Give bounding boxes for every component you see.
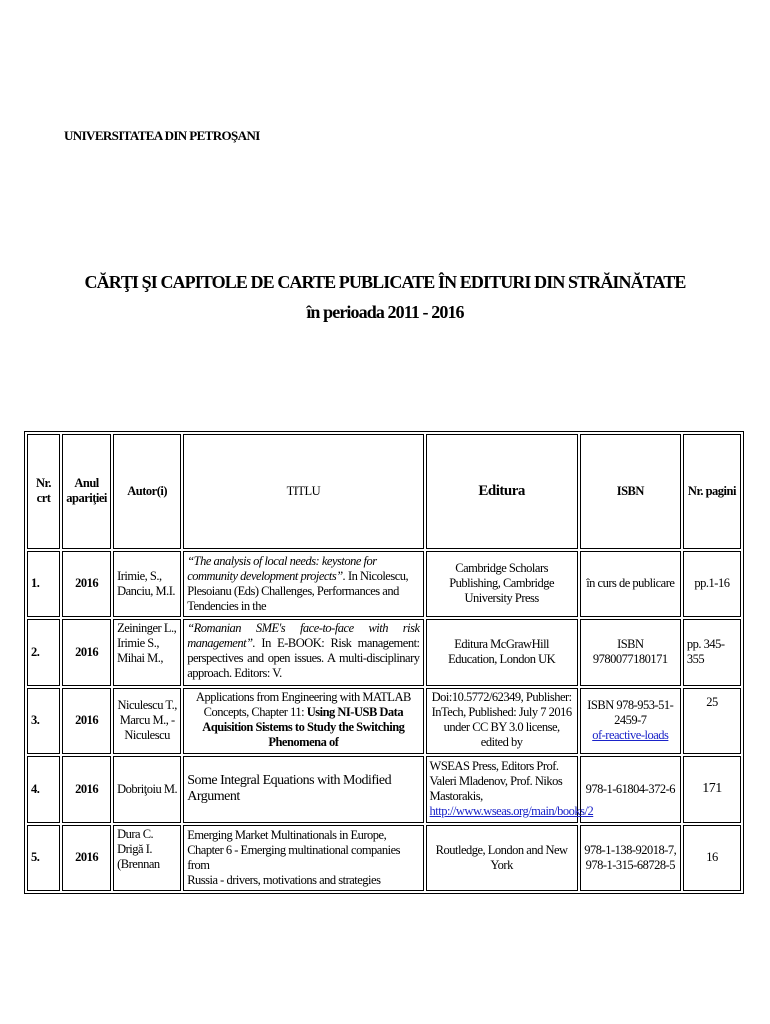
cell-autor (113, 619, 181, 685)
cell-titlu (183, 551, 423, 617)
cell-editura (426, 756, 594, 822)
cell-anul: 2016 (62, 551, 111, 617)
cell-pagini: 171 (683, 756, 741, 822)
table-row (27, 619, 741, 685)
header-nr: Nr. crt (27, 434, 60, 549)
header-pagini: Nr. pagini (683, 434, 741, 549)
cell-isbn: în curs de publicare (580, 551, 681, 617)
cell-nr: 5. (27, 825, 60, 891)
table-row (27, 688, 741, 754)
cell-editura: Cambridge Scholars Publishing, Cambridge University Press (426, 551, 578, 617)
cell-autor: Dobriţoiu M. (113, 756, 181, 822)
document-subtitle: în perioada 2011 - 2016 (306, 302, 464, 322)
cell-isbn: 978-1-138-92018-7, 978-1-315-68728-5 (580, 825, 681, 891)
isbn-link[interactable]: of-reactive-loads (592, 728, 669, 743)
cell-anul: 2016 (62, 619, 111, 685)
header-autor: Autor(i) (113, 434, 181, 549)
table-row (27, 756, 741, 822)
cell-autor: Niculescu T., Marcu M., - Niculescu (113, 688, 181, 754)
cell-isbn: 978-1-61804-372-6 (580, 756, 681, 822)
isbn-text: ISBN 978-953-51-2459-7 (587, 698, 674, 728)
cell-titlu (183, 688, 423, 754)
cell-autor (113, 825, 181, 891)
cell-anul: 2016 (62, 688, 111, 754)
cell-isbn: ISBN 9780077180171 (580, 619, 681, 685)
header-isbn: ISBN (580, 434, 681, 549)
document-title: CĂRŢI ŞI CAPITOLE DE CARTE PUBLICATE ÎN EDITURI DIN STRĂINĂTATE (84, 272, 686, 292)
cell-pagini: 25 (683, 688, 741, 754)
cell-titlu (183, 619, 423, 685)
publisher-text: Doi:10.5772/62349, Publisher: InTech, Published: July 7 2016 under CC BY 3.0 license, edited by (431, 689, 572, 749)
author-text: Dura C. Drigă I. (Brennan (117, 826, 160, 871)
cell-editura: Editura McGrawHill Education, London UK (426, 619, 578, 685)
header-editura: Editura (426, 434, 578, 549)
cell-nr: 4. (27, 756, 60, 822)
cell-pagini: 16 (683, 825, 741, 891)
title-line: Russia - drivers, motivations and strategies (187, 872, 381, 887)
cell-editura: Routledge, London and New York (426, 825, 578, 891)
cell-nr: 3. (27, 688, 60, 754)
cell-pagini: pp. 345-355 (683, 619, 741, 685)
title-italic: “Romanian SME's face-to-face with risk management”. (187, 621, 420, 651)
title-text: Applications from Engineering with MATLAB Concepts, Chapter 11: (195, 689, 411, 719)
publisher-text: WSEAS Press, Editors Prof. Valeri Mladenov, Prof. Nikos Mastorakis, (429, 759, 563, 804)
cell-nr: 1. (27, 551, 60, 617)
author-text: Zeininger L., Irimie S., Mihai M., (117, 621, 177, 666)
table-row (27, 825, 741, 891)
header-titlu: TITLU (183, 434, 423, 549)
header-anul: Anul apariţiei (62, 434, 111, 549)
cell-titlu (183, 825, 423, 891)
university-name: UNIVERSITATEA DIN PETROŞANI (64, 128, 260, 143)
cell-pagini: pp.1-16 (683, 551, 741, 617)
title-text: In E-BOOK: Risk management: perspectives and open issues. A multi-disciplinary approach. Editors: V. (187, 636, 420, 681)
table-row (27, 551, 741, 617)
title-line: Emerging Market Multinationals in Europe, (187, 827, 387, 842)
title-text: In Nicolescu, Plesoianu (Eds) Challenges, Performances and Tendencies in the (187, 568, 409, 613)
cell-editura (426, 688, 578, 754)
publications-table (24, 431, 744, 894)
title-italic: “The analysis of local needs: keystone for community development projects”. (187, 553, 377, 583)
cell-nr: 2. (27, 619, 60, 685)
cell-titlu: Some Integral Equations with Modified Argument (183, 756, 423, 822)
cell-anul: 2016 (62, 756, 111, 822)
cell-isbn (580, 688, 681, 754)
title-bold: Using NI-USB Data Aquisition Sistems to Study the Switching Phenomena of (202, 704, 405, 749)
table-header-row (27, 434, 741, 549)
title-line: Chapter 6 - Emerging multinational companies from (187, 842, 400, 872)
cell-autor: Irimie, S., Danciu, M.I. (113, 551, 181, 617)
publisher-link[interactable]: http://www.wseas.org/main/books/2 (429, 804, 594, 819)
cell-anul: 2016 (62, 825, 111, 891)
